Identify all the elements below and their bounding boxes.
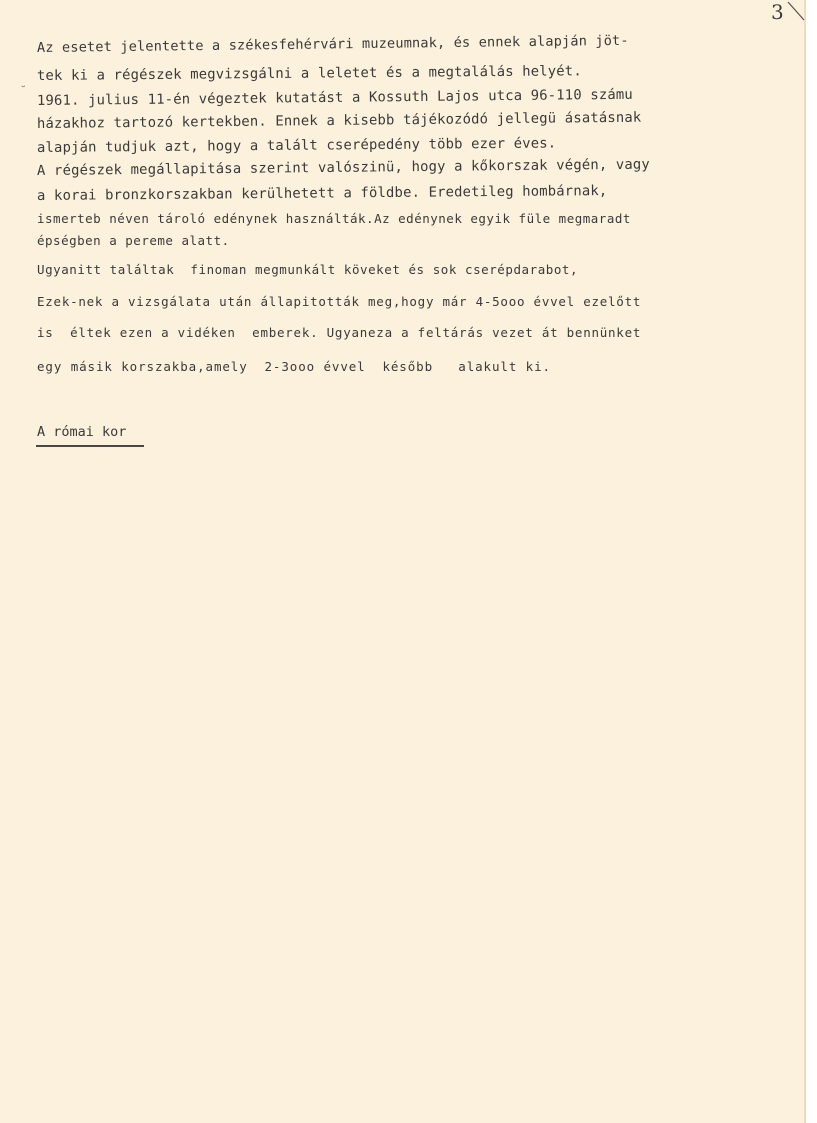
- text-line-10: Ugyanitt találtak finoman megmunkált köveket és sok cserépdarabot,: [37, 262, 579, 277]
- text-line-8: ismerteb néven tároló edénynek használták.Az edénynek egyik füle megmaradt: [37, 211, 631, 226]
- scan-margin-strip: [805, 0, 817, 1123]
- text-line-6: A régészek megállapitása szerint valószinü, hogy a kőkorszak végén, vagy: [36, 156, 650, 179]
- text-line-7: a korai bronzkorszakban kerülhetett a földbe. Eredetileg hombárnak,: [36, 183, 608, 204]
- heading-underline: [36, 445, 144, 447]
- text-line-3: 1961. julius 11-én végeztek kutatást a Kossuth Lajos utca 96-110 számu: [36, 86, 633, 109]
- text-line-2: tek ki a régészek megvizsgálni a leletet és a megtalálás helyét.: [36, 63, 582, 84]
- text-line-9: épségben a pereme alatt.: [37, 233, 230, 248]
- margin-mark: ˘: [20, 84, 27, 97]
- text-line-13: egy másik korszakba,amely 2-3ooo évvel később alakult ki.: [37, 359, 551, 374]
- section-heading: A római kor: [37, 424, 127, 440]
- corner-pencil-mark: [786, 0, 806, 22]
- text-line-1: Az esetet jelentette a székesfehérvári muzeumnak, és ennek alapján jöt-: [36, 32, 629, 56]
- page-number: 3: [771, 0, 784, 24]
- text-line-11: Ezek-nek a vizsgálata után állapitották meg,hogy már 4-5ooo évvel ezelőtt: [37, 294, 642, 309]
- text-line-5: alapján tudjuk azt, hogy a talált cserépedény több ezer éves.: [36, 135, 557, 156]
- text-line-4: házakhoz tartozó kertekben. Ennek a kisebb tájékozódó jellegü ásatásnak: [36, 109, 642, 132]
- text-line-12: is éltek ezen a vidéken emberek. Ugyaneza a feltárás vezet át bennünket: [37, 325, 642, 340]
